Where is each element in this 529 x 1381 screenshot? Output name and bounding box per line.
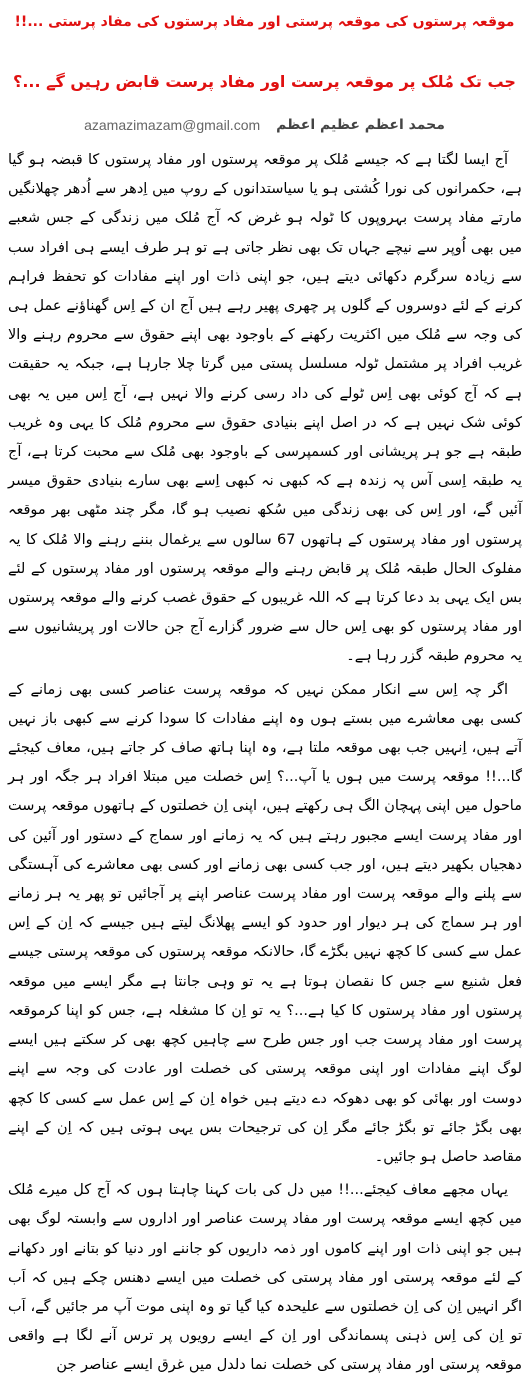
headline-line-2: جب تک مُلک پر موقعہ پرست اور مفاد پرست قابض رہیں گے ...؟ bbox=[13, 72, 516, 91]
author-email[interactable]: azamazimazam@gmail.com bbox=[84, 117, 261, 133]
paragraph: یہاں مجھے معاف کیجئے...!! میں دل کی بات کہنا چاہتا ہوں کہ آج کل میرے مُلک میں کچھ ایسے موقعہ پرست اور مفاد پرست عناصر اور اداروں سے وابستہ لوگ بھی ہیں جو اپنی ذات اور اپنے کاموں اور ذمہ داریوں کو جاننے اور دنیا کو بتانے اور دکھانے کے لئے موقعہ پرستی اور مفاد پرستی کی خصلت میں ایسے دھنس چکے ہیں کہ اَب اگر انہیں اِن کی اِن خصلتوں سے علیحدہ کیا گیا تو وہ اپنی موت آپ مر جائیں گے، اَب تو اِن کی اِس ذہنی پسماندگی اور اِن کے ایسے رویوں پر ترس آنے لگا ہے واقعی موقعہ پرستی اور مفاد پرستی کی خصلت نما دلدل میں غرق ایسے عناصر جن bbox=[8, 1182, 522, 1374]
byline bbox=[0, 112, 529, 138]
paragraph: اگر چہ اِس سے انکار ممکن نہیں کہ موقعہ پرست عناصر کسی بھی زمانے کے کسی بھی معاشرے میں بستے ہوں وہ اپنے مفادات کا سودا کرنے سے کبھی باز نہیں آتے ہیں، اِنہیں جب بھی موقعہ ملتا ہے، وہ اپنا ہاتھ صاف کر جاتے ہیں، معاف کیجئے گا...!! موقعہ پرست میں ہوں یا آپ...؟ اِس خصلت میں مبتلا افراد ہر جگہ اور ہر ماحول میں اپنی پہچان الگ ہی رکھتے ہیں، اپنی اِن خصلتوں کے ہاتھوں موقعہ پرست اور مفاد پرست ایسے مجبور رہتے ہیں کہ یہ زمانے اور سماج کے دستور اور آئین کی دھجیاں بکھیر دیتے ہیں، اور جب کسی بھی زمانے اور کسی بھی معاشرے کی آہستگی سے پلنے والے موقعہ پرست اور مفاد پرست عناصر اپنے پر آجائیں تو پھر یہ ہر زمانے اور ہر سماج کی ہر دیوار اور حدود کو ایسے پھلانگ لیتے ہیں جیسے کہ اِن کے اِس عمل سے کسی کا کچھ نہیں بگڑے گا، حالانکہ موقعہ پرستوں کی موقعہ پرستی جیسے فعل شنیع سے جس کا نقصان ہوتا ہے یہ تو وہی جانتا ہے مگر ایسے میں موقعہ پرستوں اور مفاد پرستوں کا کیا ہے...؟ یہ تو اِن کا مشغلہ ہے، جس کو اپنا کرموقعہ پرست اور مفاد پرست جب اور جس طرح سے چاہیں کچھ بھی کر سکتے ہیں ایسے لوگ اپنے مفادات اور اپنی موقعہ پرستی کی خصلت اور عادت کی وجہ سے اپنے دوست اور بھائی کو بھی دھوکہ دے دیتے ہیں خواہ اِن کے اِس عمل سے کسی کا کچھ بھی بگڑ جائے تو بگڑ جائے مگر اِن کی ترجیحات بس یہی ہوتی ہیں کہ اِن کے اپنے مقاصد حاصل ہو جائیں۔ bbox=[8, 681, 522, 1165]
article-body bbox=[8, 146, 522, 1374]
author-name: محمد اعظم عظیم اعظم bbox=[276, 117, 445, 133]
paragraph: آج ایسا لگتا ہے کہ جیسے مُلک پر موقعہ پرستوں اور مفاد پرستوں کا قبضہ ہو گیا ہے، حکمرانوں کی نورا کُشتی ہو یا سیاستدانوں کے روپ میں اِدھر سے اُدھر چھلانگیں مارتے مفاد پرست بہروپوں کا ٹولہ ہو غرض کہ آج مُلک میں زندگی کے جس شعبے میں بھی اُوپر سے نیچے جہاں تک بھی نظر جاتی ہے تو ہر طرف ایسے ہی افراد سب سے زیادہ سرگرم دکھائی دیتے ہیں، جو اپنی ذات اور اپنے مفادات کو تحفظ فراہم کرنے کے لئے دوسروں کے گلوں پر چھری پھیر رہے ہیں آج ان کے اِس گھناؤنے عمل ہی کی وجہ سے مُلک میں اکثریت رکھنے کے باوجود بھی اپنے حقوق سے محروم رہنے والا غریب افراد پر مشتمل ٹولہ مسلسل پستی میں گرتا چلا جارہا ہے، جبکہ یہ حقیقت ہے کہ آج کوئی بھی اِس ٹولے کی داد رسی کرنے والا نہیں ہے، آج اِس میں یہ بھی کوئی شک نہیں ہے کہ در اصل اپنے بنیادی حقوق سے محروم مُلک کا یہی وہ غریب طبقہ ہے جو ہر پریشانی اور کسمپرسی کے باوجود بھی مُلک سے محبت کرتا ہے، آج یہ طبقہ اِسی آس پہ زندہ ہے کہ کبھی نہ کبھی اِسے بھی سارے بنیادی حقوق میسر آئیں گے، اور اِس کی بھی زندگی میں سُکھ نصیب ہو گا، مگر چند مٹھی بھر موقعہ پرستوں اور مفاد پرستوں کے ہاتھوں 67 سالوں سے یرغمال بننے رہنے والا مُلک کا یہ مفلوک الحال طبقہ مُلک پر قابض رہنے والے موقعہ پرستوں اور مفاد پرستوں کے لئے بس ایک یہی بد دعا کرتا ہے کہ اللہ غریبوں کے حقوق غصب کرنے والے موقعہ پرستوں اور مفاد پرستوں کو بھی اِس حال سے ضرور گزارے آج جن حالات اور پریشانیوں سے یہ محروم طبقہ گزر رہا ہے۔ bbox=[8, 152, 522, 665]
headline-line-1: موقعہ پرستوں کی موقعہ پرستی اور مفاد پرستوں کی مفاد پرستی ...!! bbox=[14, 14, 515, 30]
